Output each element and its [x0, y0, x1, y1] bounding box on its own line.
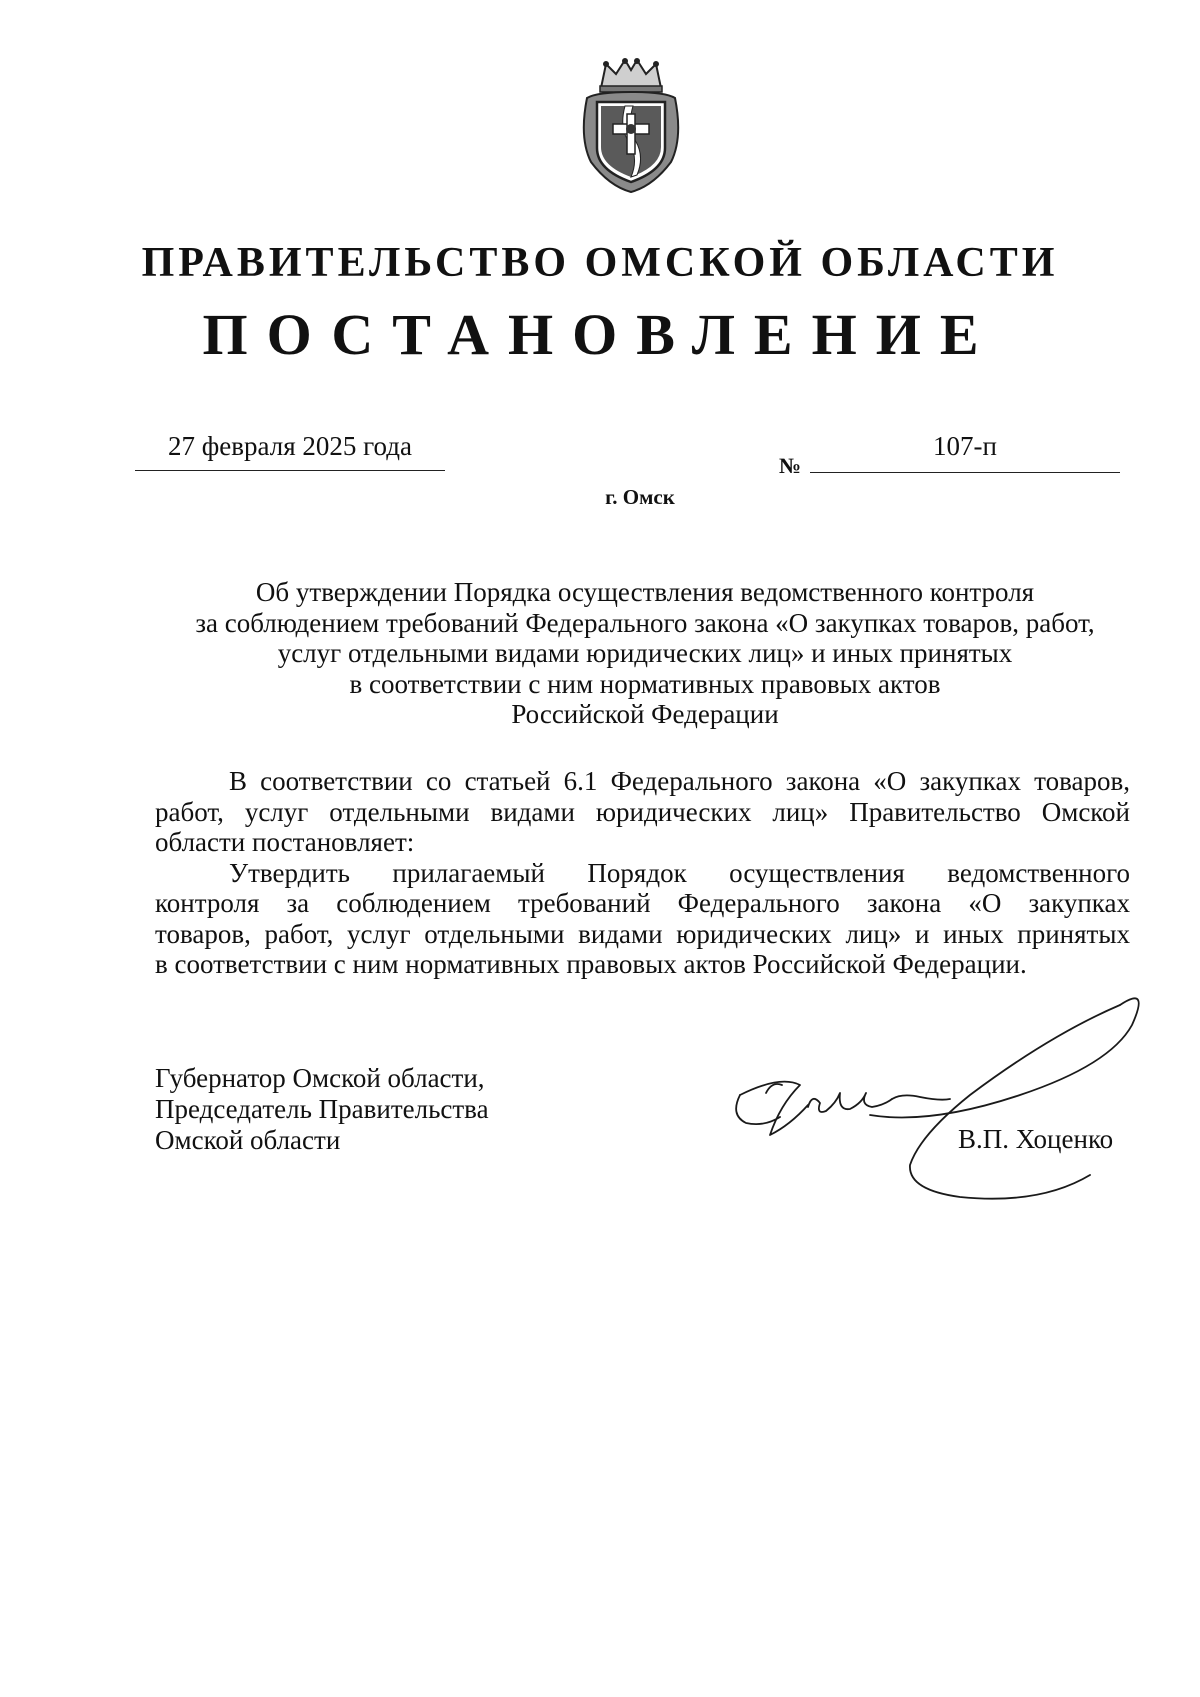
signer-position-line: Губернатор Омской области, — [155, 1063, 485, 1093]
body-line: работ, услуг отдельными видами юридических лиц» Правительство Омской — [155, 796, 1130, 827]
organization-title: ПРАВИТЕЛЬСТВО ОМСКОЙ ОБЛАСТИ — [141, 240, 1059, 286]
document-subject — [150, 577, 1140, 730]
subject-line: Об утверждении Порядка осуществления ведомственного контроля — [255, 577, 1035, 607]
signer-name: В.П. Хоценко — [958, 1124, 1114, 1154]
handwritten-signature — [720, 985, 1160, 1215]
body-line: контроля за соблюдением требований Федерального закона «О закупках — [155, 888, 1130, 918]
body-line: В соответствии со статьей 6.1 Федерального закона «О закупках товаров, — [229, 766, 1130, 796]
document-number: 107-п — [933, 431, 997, 461]
body-line: области постановляет: — [155, 827, 415, 857]
body-line: товаров, работ, услуг отдельными видами юридических лиц» и иных принятых — [155, 918, 1130, 949]
document-date: 27 февраля 2025 года — [168, 431, 412, 461]
signer-position — [155, 1063, 489, 1156]
subject-line: за соблюдением требований Федерального закона «О закупках товаров, работ, — [195, 607, 1095, 638]
body-line: в соответствии с ним нормативных правовых актов Российской Федерации. — [155, 949, 1027, 979]
body-line: Утвердить прилагаемый Порядок осуществления ведомственного — [229, 857, 1130, 888]
signer-position-line: Председатель Правительства — [155, 1094, 489, 1124]
subject-line: услуг отдельными видами юридических лиц» и иных принятых — [277, 638, 1013, 668]
document-city: г. Омск — [605, 485, 675, 509]
document-body — [155, 766, 1130, 980]
number-underline — [810, 472, 1120, 473]
number-sign: № — [779, 453, 802, 478]
date-underline — [135, 470, 445, 471]
omsk-coat-of-arms-icon — [573, 58, 689, 194]
signer-position-line: Омской области — [155, 1125, 341, 1155]
subject-line: Российской Федерации — [511, 699, 779, 729]
subject-line: в соответствии с ним нормативных правовых актов — [349, 668, 941, 699]
document-type-title: ПОСТАНОВЛЕНИЕ — [202, 302, 998, 367]
